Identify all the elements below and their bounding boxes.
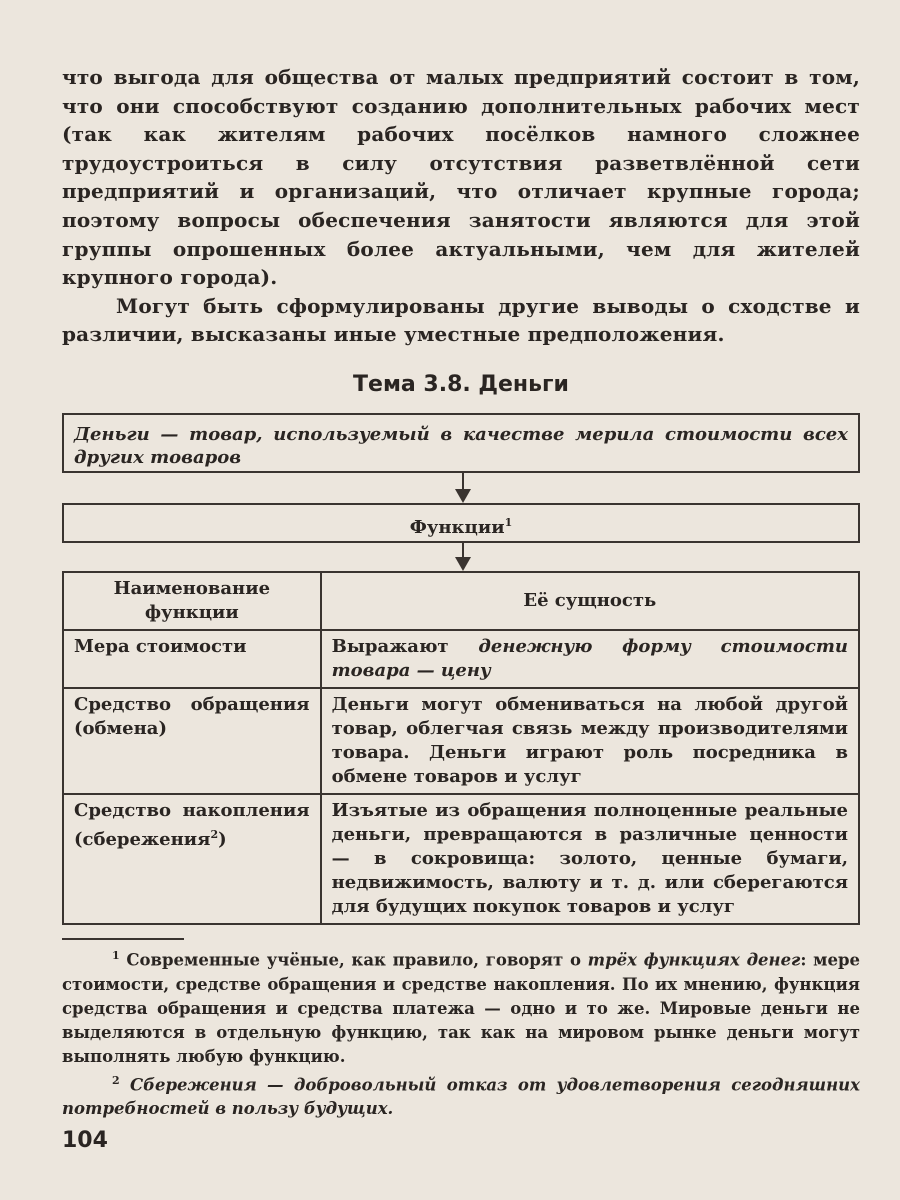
footnote-1-mark: 1	[112, 949, 120, 962]
body-text	[62, 63, 860, 349]
footnote-2	[62, 1069, 860, 1122]
table-header-row	[63, 572, 859, 630]
topic-title: Тема 3.8. Деньги	[353, 372, 569, 397]
paragraph-1: что выгода для общества от малых предприятий состоит в том, что они способствуют созданию дополнительных рабочих мест (так как жителям рабочих посёлков намного сложнее трудоустроиться в силу отсутствия разветвлённой сети предприятий и организаций, что отличает крупные города; поэтому вопросы обеспечения занятости являются для этой группы опрошенных более актуальными, чем для жителей крупного города).	[62, 65, 860, 290]
footnote-1-italic: трёх функциях денег	[587, 950, 801, 970]
definition-box	[62, 413, 860, 473]
table-row	[63, 630, 859, 688]
footnote-mark-1: 1	[504, 516, 513, 529]
footnote-2-text: — добровольный отказ от удовлетворения сегодняшних потребностей в пользу будущих.	[62, 1075, 860, 1118]
function-name: Мера стоимости	[63, 630, 321, 688]
arrow-down-icon	[458, 473, 468, 503]
function-name-tail: )	[218, 829, 227, 850]
function-name-text: Средство накопления (сбережения	[74, 800, 310, 850]
table-row	[63, 794, 859, 924]
footnote-2-mark: 2	[112, 1073, 120, 1087]
paragraph-2: Могут быть сформулированы другие выводы о сходстве и различии, высказаны иные уместные предположения.	[62, 293, 860, 347]
functions-label: Функции	[409, 517, 505, 538]
footnote-divider	[62, 938, 184, 940]
footnote-1-text-end: : мере стоимости, средстве обращения и средстве накопления. По их мнению, функция средства обращения и средства платежа — одно и то же. Мировые деньги не выделяются в отдельную функцию, так как на мировом рынке деньги могут выполнять любую функцию.	[62, 950, 860, 1066]
page-number: 104	[62, 1128, 108, 1153]
arrow-down-icon	[458, 543, 468, 571]
header-function-name: Наименование функции	[63, 572, 321, 630]
footnote-2-term: Сбережения	[129, 1075, 257, 1094]
function-essence	[321, 630, 859, 688]
table-row	[63, 688, 859, 794]
function-name: Средство обращения (обмена)	[63, 688, 321, 794]
footnote-1	[62, 944, 860, 1069]
footnotes	[62, 944, 860, 1121]
function-essence: Деньги могут обмениваться на любой другой товар, облегчая связь между производителями товара. Деньги играют роль посредника в обмене товаров и услуг	[321, 688, 859, 794]
definition-text: Деньги — товар, используемый в качестве мерила стоимости всех других товаров	[74, 424, 848, 468]
essence-text: Выражают	[331, 636, 479, 657]
functions-box	[62, 503, 860, 543]
footnote-1-text: Современные учёные, как правило, говорят о	[119, 950, 588, 970]
essence-italic-text: денежную форму стоимости товара — цену	[331, 636, 848, 681]
footnote-mark-2: 2	[210, 828, 219, 841]
header-essence: Её сущность	[321, 572, 859, 630]
function-name	[63, 794, 321, 924]
function-essence: Изъятые из обращения полноценные реальные деньги, превращаются в различные ценности — в сокровища: золото, ценные бумаги, недвижимость, валюту и т. д. или сберегаются для будущих покупок товаров и услуг	[321, 794, 859, 924]
functions-table	[62, 571, 860, 925]
